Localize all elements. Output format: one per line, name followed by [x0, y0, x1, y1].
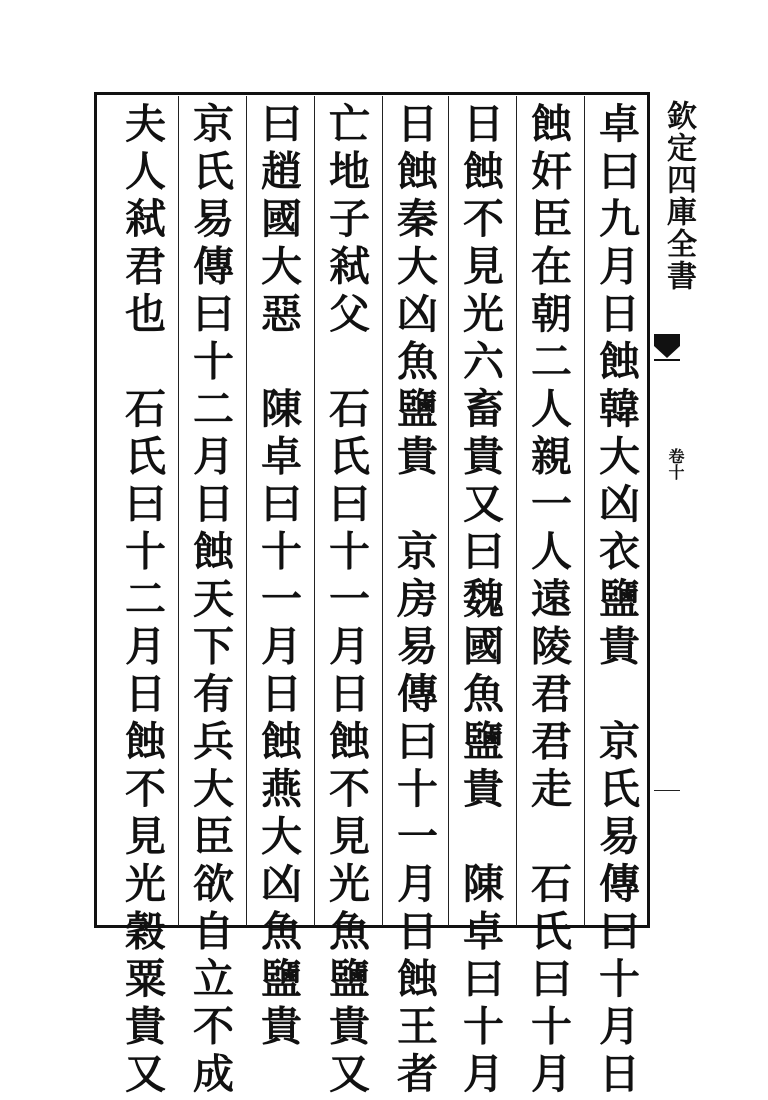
column-text: 日蝕秦大凶魚鹽貴 京房易傳曰十一月日蝕王者 — [390, 102, 438, 1100]
column-divider — [246, 96, 247, 926]
text-column-8 — [116, 96, 168, 1100]
text-column-7 — [184, 96, 236, 1100]
column-divider — [382, 96, 383, 926]
volume-label: 卷十 — [666, 448, 685, 480]
margin-divider — [654, 790, 680, 791]
column-text: 曰趙國大惡 陳卓曰十一月日蝕燕大凶魚鹽貴 — [254, 102, 302, 1052]
text-column-5 — [320, 96, 372, 1100]
text-column-2 — [522, 96, 574, 1100]
text-column-4 — [388, 96, 440, 1100]
column-divider — [178, 96, 179, 926]
column-divider — [516, 96, 517, 926]
fish-tail-icon — [652, 332, 682, 364]
column-text: 京氏易傳曰十二月日蝕天下有兵大臣欲自立不成 — [186, 102, 234, 1100]
column-divider — [448, 96, 449, 926]
column-text: 卓曰九月日蝕韓大凶衣鹽貴 京氏易傳曰十月日 — [592, 102, 640, 1100]
column-text: 蝕奸臣在朝二人親一人遠陵君君走 石氏曰十月 — [524, 102, 572, 1100]
column-text: 日蝕不見光六畜貴又曰魏國魚鹽貴 陳卓曰十月 — [456, 102, 504, 1100]
book-title: 欽定四庫全書 — [661, 100, 696, 292]
text-column-3 — [454, 96, 506, 1100]
text-column-1 — [590, 96, 642, 1100]
column-divider — [314, 96, 315, 926]
column-text: 夫人弒君也 石氏曰十二月日蝕不見光穀粟貴又 — [118, 102, 166, 1100]
column-text: 亡地子弒父 石氏曰十一月日蝕不見光魚鹽貴又 — [322, 102, 370, 1100]
column-divider — [584, 96, 585, 926]
text-column-6 — [252, 96, 304, 1052]
